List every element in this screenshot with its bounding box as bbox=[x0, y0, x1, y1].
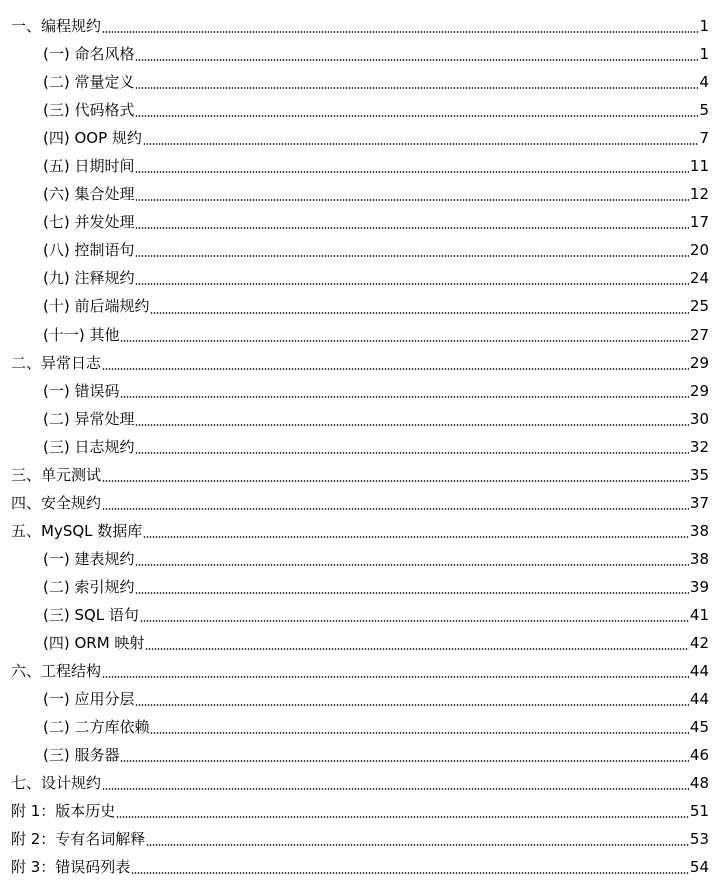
toc-dot-leader bbox=[102, 788, 689, 790]
toc-entry-label: (二) 异常处理 bbox=[43, 409, 135, 428]
toc-page-number: 7 bbox=[699, 129, 709, 148]
toc-entry-label: (一) 错误码 bbox=[43, 381, 120, 400]
toc-dot-leader bbox=[102, 508, 689, 510]
toc-chapter-entry[interactable] bbox=[0, 797, 709, 825]
toc-entry-label: 附 3：错误码列表 bbox=[11, 858, 131, 877]
toc-section-entry[interactable] bbox=[0, 321, 709, 349]
toc-page-number: 29 bbox=[689, 353, 709, 372]
toc-dot-leader bbox=[120, 396, 688, 398]
toc-entry-label: 七、设计规约 bbox=[11, 774, 102, 793]
toc-entry-label: 附 1：版本历史 bbox=[11, 802, 116, 821]
toc-chapter-entry[interactable] bbox=[0, 12, 709, 40]
toc-page-number: 1 bbox=[699, 17, 709, 35]
toc-entry-label: (一) 命名风格 bbox=[43, 45, 135, 64]
toc-section-entry[interactable] bbox=[0, 264, 709, 292]
toc-section-entry[interactable] bbox=[0, 208, 709, 236]
toc-entry-label: (三) SQL 语句 bbox=[43, 605, 139, 624]
toc-dot-leader bbox=[135, 452, 688, 454]
toc-chapter-entry[interactable] bbox=[0, 489, 709, 517]
toc-dot-leader bbox=[135, 704, 688, 706]
toc-page-number: 35 bbox=[689, 465, 709, 484]
toc-entry-label: (五) 日期时间 bbox=[43, 157, 135, 176]
toc-section-entry[interactable] bbox=[0, 741, 709, 769]
toc-entry-label: (一) 建表规约 bbox=[43, 549, 135, 568]
toc-page-number: 37 bbox=[689, 493, 709, 512]
toc-entry-label: (四) OOP 规约 bbox=[43, 129, 142, 148]
toc-dot-leader bbox=[135, 171, 688, 173]
toc-dot-leader bbox=[131, 872, 689, 874]
toc-chapter-entry[interactable] bbox=[0, 853, 709, 881]
toc-dot-leader bbox=[146, 844, 689, 846]
toc-dot-leader bbox=[135, 592, 688, 594]
toc-page-number: 24 bbox=[689, 269, 709, 288]
toc-page-number: 30 bbox=[689, 409, 709, 428]
toc-page-number: 17 bbox=[689, 213, 709, 232]
toc-dot-leader bbox=[135, 424, 688, 426]
toc-dot-leader bbox=[140, 620, 689, 622]
toc-section-entry[interactable] bbox=[0, 292, 709, 320]
toc-page-number: 32 bbox=[689, 437, 709, 456]
toc-section-entry[interactable] bbox=[0, 236, 709, 264]
toc-page-number: 44 bbox=[689, 662, 709, 681]
toc-dot-leader bbox=[102, 368, 689, 370]
toc-section-entry[interactable] bbox=[0, 545, 709, 573]
toc-entry-label: 二、异常日志 bbox=[11, 353, 102, 372]
toc-entry-label: (一) 应用分层 bbox=[43, 690, 135, 709]
toc-page-number: 11 bbox=[689, 157, 709, 176]
toc-page-number: 45 bbox=[689, 718, 709, 737]
toc-section-entry[interactable] bbox=[0, 68, 709, 96]
toc-page-number: 41 bbox=[689, 605, 709, 624]
toc-dot-leader bbox=[150, 732, 688, 734]
toc-page-number: 48 bbox=[689, 774, 709, 793]
toc-chapter-entry[interactable] bbox=[0, 517, 709, 545]
toc-page-number: 44 bbox=[689, 690, 709, 709]
toc-entry-label: 三、单元测试 bbox=[11, 465, 102, 484]
toc-page-number: 39 bbox=[689, 577, 709, 596]
toc-entry-label: 四、安全规约 bbox=[11, 493, 102, 512]
toc-entry-label: (三) 服务器 bbox=[43, 746, 120, 765]
toc-section-entry[interactable] bbox=[0, 573, 709, 601]
toc-entry-label: (九) 注释规约 bbox=[43, 269, 135, 288]
toc-dot-leader bbox=[102, 31, 698, 33]
toc-page-number: 38 bbox=[689, 549, 709, 568]
toc-dot-leader bbox=[135, 87, 698, 89]
toc-section-entry[interactable] bbox=[0, 124, 709, 152]
toc-dot-leader bbox=[135, 564, 688, 566]
toc-page-number: 25 bbox=[689, 297, 709, 316]
toc-dot-leader bbox=[150, 312, 688, 314]
toc-section-entry[interactable] bbox=[0, 377, 709, 405]
toc-page-number: 27 bbox=[689, 325, 709, 344]
toc-entry-label: (八) 控制语句 bbox=[43, 241, 135, 260]
toc-entry-label: 一、编程规约 bbox=[11, 17, 102, 35]
toc-entry-label: (十) 前后端规约 bbox=[43, 297, 150, 316]
toc-page-number: 1 bbox=[699, 45, 709, 64]
toc-chapter-entry[interactable] bbox=[0, 769, 709, 797]
toc-dot-leader bbox=[120, 760, 688, 762]
toc-dot-leader bbox=[135, 59, 698, 61]
toc-dot-leader bbox=[143, 536, 689, 538]
toc-section-entry[interactable] bbox=[0, 629, 709, 657]
toc-dot-leader bbox=[102, 480, 689, 482]
toc-dot-leader bbox=[135, 227, 688, 229]
toc-page-number: 38 bbox=[689, 521, 709, 540]
toc-entry-label: 五、MySQL 数据库 bbox=[11, 521, 143, 540]
toc-entry-label: (三) 日志规约 bbox=[43, 437, 135, 456]
toc-dot-leader bbox=[135, 283, 688, 285]
toc-chapter-entry[interactable] bbox=[0, 825, 709, 853]
toc-chapter-entry[interactable] bbox=[0, 349, 709, 377]
toc-chapter-entry[interactable] bbox=[0, 657, 709, 685]
toc-dot-leader bbox=[102, 676, 689, 678]
toc-entry-label: (四) ORM 映射 bbox=[43, 634, 145, 653]
toc-page-number: 5 bbox=[699, 101, 709, 120]
toc-section-entry[interactable] bbox=[0, 713, 709, 741]
toc-section-entry[interactable] bbox=[0, 180, 709, 208]
toc-page-number: 51 bbox=[689, 802, 709, 821]
toc-entry-label: 附 2：专有名词解释 bbox=[11, 830, 146, 849]
toc-entry-label: (十一) 其他 bbox=[43, 325, 120, 344]
toc-dot-leader bbox=[135, 199, 688, 201]
toc-section-entry[interactable] bbox=[0, 405, 709, 433]
toc-entry-label: (二) 索引规约 bbox=[43, 577, 135, 596]
toc-page-number: 46 bbox=[689, 746, 709, 765]
toc-entry-label: (六) 集合处理 bbox=[43, 185, 135, 204]
toc-chapter-entry[interactable] bbox=[0, 461, 709, 489]
toc-section-entry[interactable] bbox=[0, 96, 709, 124]
toc-page-number: 20 bbox=[689, 241, 709, 260]
toc-dot-leader bbox=[145, 648, 688, 650]
toc-page-number: 42 bbox=[689, 634, 709, 653]
toc-page-number: 29 bbox=[689, 381, 709, 400]
toc-section-entry[interactable] bbox=[0, 152, 709, 180]
toc-dot-leader bbox=[116, 816, 689, 818]
toc-page-number: 4 bbox=[699, 73, 709, 92]
toc-dot-leader bbox=[135, 115, 698, 117]
toc-section-entry[interactable] bbox=[0, 40, 709, 68]
toc-section-entry[interactable] bbox=[0, 601, 709, 629]
toc-dot-leader bbox=[120, 340, 688, 342]
toc-entry-label: 六、工程结构 bbox=[11, 662, 102, 681]
toc-page-number: 54 bbox=[689, 858, 709, 877]
toc-entry-label: (三) 代码格式 bbox=[43, 101, 135, 120]
toc-dot-leader bbox=[135, 255, 688, 257]
toc-entry-label: (二) 常量定义 bbox=[43, 73, 135, 92]
toc-section-entry[interactable] bbox=[0, 433, 709, 461]
toc-entry-label: (二) 二方库依赖 bbox=[43, 718, 150, 737]
toc-section-entry[interactable] bbox=[0, 685, 709, 713]
toc-page-number: 12 bbox=[689, 185, 709, 204]
toc-dot-leader bbox=[143, 143, 699, 145]
toc-page-number: 53 bbox=[689, 830, 709, 849]
toc-entry-label: (七) 并发处理 bbox=[43, 213, 135, 232]
